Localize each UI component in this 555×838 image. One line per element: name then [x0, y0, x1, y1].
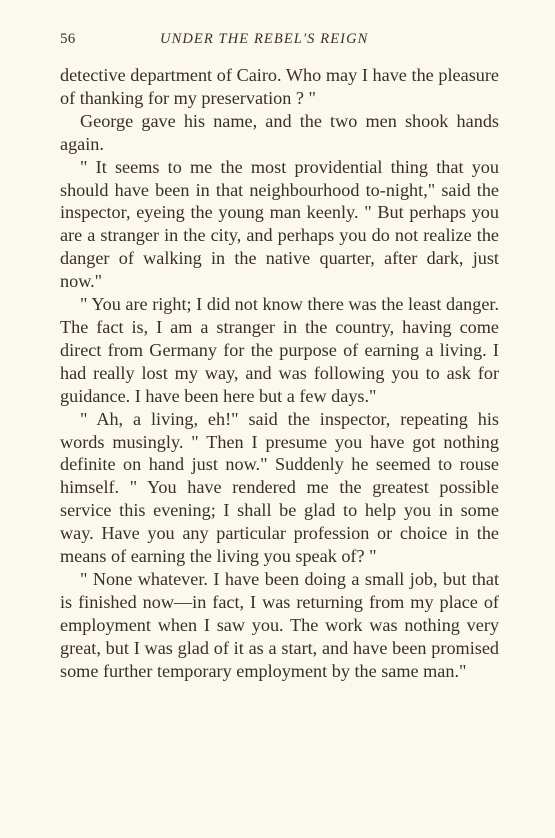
paragraph-2: George gave his name, and the two men shook hands again. — [60, 110, 499, 154]
page-header — [60, 31, 500, 51]
paragraph-1: detective department of Cairo. Who may I have the pleasure of thanking for my preservation ? " — [60, 65, 499, 108]
paragraph-6: " None whatever. I have been doing a small job, but that is finished now—in fact, I was returning from my place of employment when I saw you. The work was nothing very great, but I was glad of it as a start, and have been promised some further temporary employment by the same man." — [60, 568, 499, 681]
body-text — [60, 64, 499, 682]
page-number: 56 — [60, 31, 76, 47]
running-title: UNDER THE REBEL'S REIGN — [160, 31, 369, 47]
paragraph-4: " You are right; I did not know there was the least danger. The fact is, I am a stranger in the country, having come direct from Germany for the purpose of earning a living. I had really lost my way, and was following you to ask for guidance. I have been here but a few days." — [60, 294, 499, 406]
paragraph-3: " It seems to me the most providential thing that you should have been in that neighbourhood to-night," said the inspector, eyeing the young man keenly. " But perhaps you are a stranger in the city, and perhaps you do not realize the danger of walking in the native quarter, after dark, just now." — [60, 156, 499, 292]
paragraph-5: " Ah, a living, eh!" said the inspector, repeating his words musingly. " Then I presume you have got nothing definite on hand just now." Suddenly he seemed to rouse himself. " You have rendered me the greatest possible service this evening; I shall be glad to help you in some way. Have you any particular profession or choice in the means of earning the living you speak of? " — [60, 408, 499, 567]
